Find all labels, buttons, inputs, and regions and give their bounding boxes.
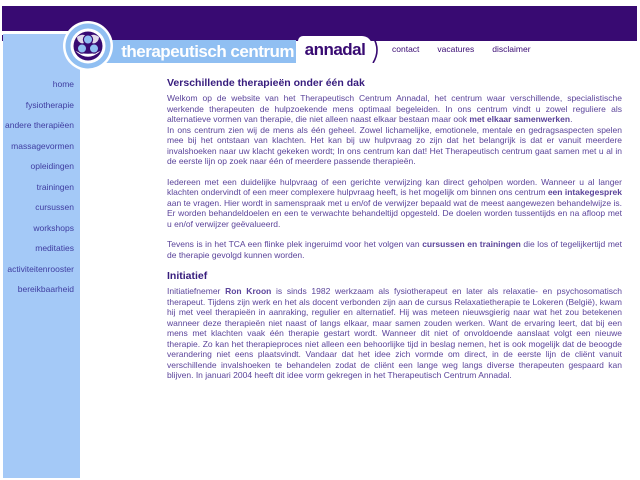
sidebar-item-activiteitenrooster[interactable]: activiteitenrooster <box>7 263 74 274</box>
sidebar-item-bereikbaarheid[interactable]: bereikbaarheid <box>17 284 74 294</box>
intake-bold: een intakegesprek <box>547 187 623 197</box>
page-title: Verschillende therapieën onder één dak <box>167 77 365 89</box>
brand-title-right <box>298 36 372 63</box>
intro-paragraph <box>167 93 622 167</box>
sidebar-item-workshops[interactable]: workshops <box>33 222 74 233</box>
intro-text-end: . <box>570 114 573 124</box>
section-title-initiatief: Initiatief <box>167 270 208 282</box>
sidebar-item-cursussen[interactable]: cursussen <box>35 202 74 212</box>
sidebar-item-meditaties[interactable]: meditaties <box>35 243 74 253</box>
cursussen-paragraph <box>167 239 622 260</box>
logo-circle-icon <box>62 20 114 72</box>
initiatief-text-2: is sinds 1982 werkzaam als fysiotherapeut en later als relaxatie- en psychosomatisch therapeut. Tijdens zijn werk en het als docent verbonden zijn aan de cursus Relaxatietherapie te Lokeren (België), kwam hij met veel therapieën in aanraking, regulier en alternatief. Hij was meteen nieuwsgierig naar wat het zou betekenen wanneer deze therapieën niet naast of langs elkaar, maar samen zouden werken. Want de ervaring leert, dat bij een mens met klachten vaak één therapie gestart wordt. Wanneer dit niet of onvoldoende aanslaat volgt een nieuwe therapie. Zo kan het therapieproces niet alleen een behoorlijke tijd in beslag nemen, het is ook mogelijk dat de beoogde verandering niet eens plaatsvindt. Vandaar dat het idee zich vormde om direct, in de eerste lijn de cliënt vanuit verschillende invalshoeken te behandelen zodat de cliënt een lange weg langs diverse therapeuten gespaard kan blijven. In januari 2004 heeft dit idee vorm gekregen in het Therapeutisch Centrum Annadal. <box>167 286 623 380</box>
intake-text: Iedereen met een duidelijke hulpvraag of een gerichte verwijzing kan direct geholpen worden. Wanneer u al langer klachten ondervindt of een meer complexere hulpvraag heeft, is het mogelijk om binnen ons centrum <box>167 176 622 197</box>
sidebar-nav <box>3 34 80 300</box>
intro-text-2: In ons centrum zien wij de mens als één geheel. Zowel lichamelijke, emotionele, mentale en gedragsaspecten spelen mee bij het ontstaan van klachten. Het kan bij uw hulpvraag zo zijn dat het belangrijk is dat er vanuit meerdere invalshoeken naar uw klacht gekeken wordt; In ons centrum kan dat! Het Therapeutisch centrum gaat samen met u al in de eerste lijn op zoek naar één of meerdere passende therapieën. <box>167 124 622 166</box>
logo[interactable] <box>62 20 114 72</box>
intake-text-2: aan te vragen. Hier wordt in samenspraak met u en/of de verwijzer bepaald wat de meest aangewezen behandelwijze is. Er worden behandeldoelen en een te verwachte behandeltijd opgesteld. De doelen worden tussentijds en na afloop met u en/of verwijzer geëvalueerd. <box>167 197 622 229</box>
initiatief-bold: Ron Kroon <box>225 286 272 296</box>
sidebar <box>3 34 80 478</box>
brand-name-right: annadal <box>304 39 366 59</box>
initiatief-paragraph <box>167 286 622 381</box>
brand-name-left: therapeutisch centrum <box>121 41 294 61</box>
sidebar-item-massagevormen[interactable]: massagevormen <box>11 140 74 151</box>
cursussen-text-2: die los of tegelijkertijd met de therapie gevolgd kunnen worden. <box>167 239 622 260</box>
nav-link-vacatures[interactable]: vacatures <box>437 44 475 54</box>
intro-bold: met elkaar samenwerken <box>469 114 571 124</box>
intro-text: Welkom op de website van het Therapeutisch Centrum Annadal, het centrum waar verschillende, specialistische werkende therapeuten de hulpzoekende mens optimaal begeleiden. In ons centrum vindt u zowel reguliere als alternatieve vormen van therapie, die niet alleen naast elkaar bestaan maar ook <box>167 93 622 124</box>
sidebar-item-fysiotherapie[interactable]: fysiotherapie <box>25 99 74 110</box>
cursussen-bold: cursussen en trainingen <box>422 239 521 249</box>
cursussen-text: Tevens is in het TCA een flinke plek ingeruimd voor het volgen van <box>167 239 423 249</box>
sidebar-item-trainingen[interactable]: trainingen <box>36 181 74 192</box>
initiatief-text: Initiatiefnemer <box>167 286 226 296</box>
main-content <box>167 77 622 391</box>
nav-link-disclaimer[interactable]: disclaimer <box>492 44 531 54</box>
sidebar-item-opleidingen[interactable]: opleidingen <box>30 161 74 171</box>
top-nav <box>392 44 531 54</box>
nav-link-contact[interactable]: contact <box>392 44 420 54</box>
brand-title-left <box>89 40 296 63</box>
annadal-tail-curve <box>372 37 382 63</box>
sidebar-item-andere-therapieen[interactable]: andere therapiëen <box>4 120 74 130</box>
intake-paragraph <box>167 177 622 230</box>
sidebar-item-home[interactable]: home <box>52 79 74 89</box>
